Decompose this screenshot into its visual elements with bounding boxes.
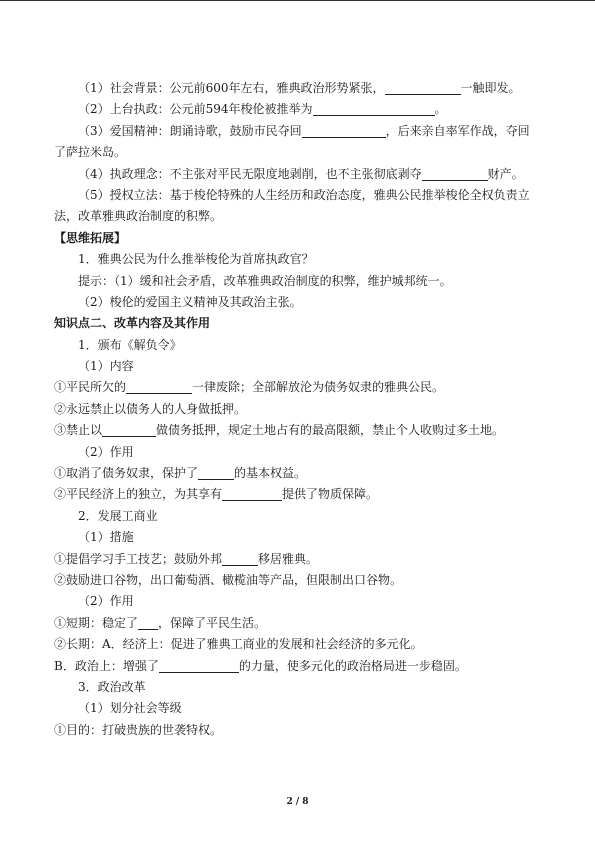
fill-blank[interactable]	[222, 487, 282, 501]
fill-blank[interactable]	[198, 466, 234, 480]
line-take-office: （2）上台执政：公元前594年梭伦被推举为 。	[78, 102, 447, 117]
page-number: 2 / 8	[286, 797, 309, 807]
subheading-measures: （1）措施	[78, 530, 134, 545]
line-long-term: ②长期：A．经济上：促进了雅典工商业的发展和社会经济的多元化。	[54, 637, 423, 652]
line-political: B．政治上：增强了 的力量，使多元化的政治格局进一步稳固。	[54, 658, 467, 673]
line-purpose: ①目的：打破贵族的世袭特权。	[54, 722, 223, 737]
line-patriotism-cont: 了萨拉米岛。	[54, 145, 127, 160]
fill-blank[interactable]	[126, 380, 192, 394]
line-no-person-pledge: ②永远禁止以债务人的人身做抵押。	[54, 401, 247, 416]
fill-blank[interactable]	[422, 167, 488, 181]
heading-industry-commerce: 2．发展工商业	[78, 508, 158, 523]
fill-blank[interactable]	[385, 81, 461, 95]
fill-blank[interactable]	[102, 423, 156, 437]
subheading-content: （1）内容	[78, 359, 134, 374]
line-legislation-cont: 法，改革雅典政治制度的积弊。	[54, 209, 223, 224]
line-hint: 提示：（1）缓和社会矛盾，改革雅典政治制度的积弊，维护城邦统一。	[78, 273, 452, 288]
heading-decree: 1．颁布《解负令》	[78, 337, 182, 352]
header-rule	[0, 0, 595, 1]
subheading-social-classes: （1）划分社会等级	[78, 701, 182, 716]
subheading-effect-2: （2）作用	[78, 594, 134, 609]
fill-blank[interactable]	[138, 616, 158, 630]
line-governing-idea: （4）执政理念：不主张对平民无限度地剥削，也不主张彻底剥夺 财产。	[78, 166, 524, 181]
line-hint-2: （2）梭伦的爱国主义精神及其政治主张。	[78, 294, 302, 309]
document-body	[54, 78, 540, 741]
line-patriotism: （3）爱国精神：朗诵诗歌，鼓励市民夺回 ，后来亲自率军作战，夺回	[78, 123, 530, 138]
line-short-term: ①短期：稳定了 ，保障了平民生活。	[54, 615, 267, 630]
subheading-effect: （2）作用	[78, 444, 134, 459]
line-protect-rights: ①取消了债务奴隶，保护了 的基本权益。	[54, 466, 307, 481]
fill-blank[interactable]	[159, 659, 239, 673]
section-thinking-extension: 【思维拓展】	[54, 230, 127, 245]
line-question-1: 1．雅典公民为什么推举梭伦为首席执政官？	[78, 252, 314, 267]
line-debt-cancel: ①平民所欠的 一律废除；全部解放沦为债务奴隶的雅典公民。	[54, 380, 445, 395]
line-craft-skills: ①提倡学习手工技艺；鼓励外邦 移居雅典。	[54, 551, 319, 566]
fill-blank[interactable]	[222, 552, 258, 566]
line-social-background: （1）社会背景：公元前600年左右，雅典政治形势紧张， 一触即发。	[78, 81, 521, 95]
line-land-limit: ③禁止以 做债务抵押，规定土地占有的最高限额，禁止个人收购过多土地。	[54, 423, 505, 438]
fill-blank[interactable]	[313, 102, 435, 116]
line-economic-independence: ②平民经济上的独立，为其享有 提供了物质保障。	[54, 487, 379, 502]
heading-political-reform: 3．政治改革	[78, 679, 146, 694]
section-knowledge-point-2: 知识点二、改革内容及其作用	[54, 316, 211, 331]
line-import-grain: ②鼓励进口谷物，出口葡萄酒、橄榄油等产品，但限制出口谷物。	[54, 572, 403, 587]
fill-blank[interactable]	[302, 124, 386, 138]
line-legislation: （5）授权立法：基于梭伦特殊的人生经历和政治态度，雅典公民推举梭伦全权负责立	[78, 187, 530, 202]
